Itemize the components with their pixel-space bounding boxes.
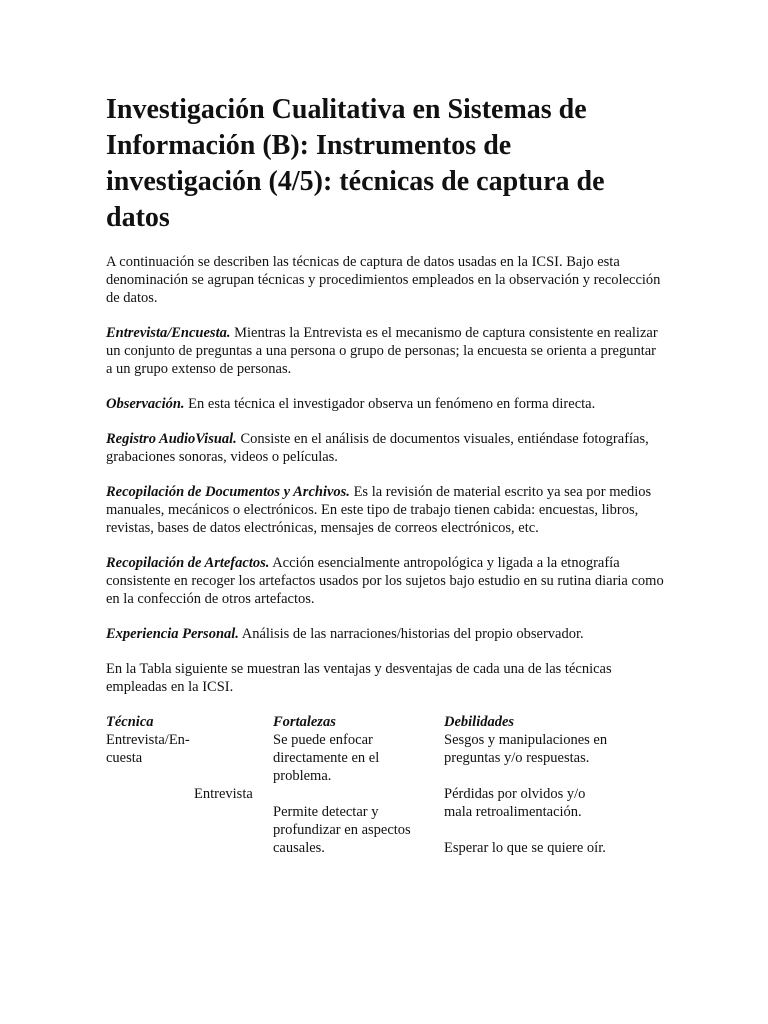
section-term: Observación.: [106, 396, 185, 412]
techniques-table: [106, 713, 666, 863]
table-header-technique: Técnica: [106, 714, 154, 730]
section-term: Experiencia Personal.: [106, 626, 239, 642]
sub-technique-cell: Entrevista: [194, 786, 253, 802]
section-recopilacion-documentos: [106, 483, 666, 537]
section-text: Mientras la Entrevista es el mecanismo de captura consistente en realizar un conjunto de preguntas a una persona o grupo de personas; la encuesta se orienta a preguntar a un grupo extenso de personas.: [106, 325, 658, 377]
section-term: Recopilación de Artefactos.: [106, 555, 270, 571]
intro-paragraph: A continuación se describen las técnicas de captura de datos usadas en la ICSI. Bajo esta denominación se agrupan técnicas y procedimientos empleados en la observación y recolección de datos.: [106, 254, 661, 306]
section-observacion: [106, 395, 666, 413]
weakness-cell: Esperar lo que se quiere oír.: [444, 840, 606, 856]
section-text: Análisis de las narraciones/historias del propio observador.: [238, 626, 584, 642]
table-intro-paragraph: En la Tabla siguiente se muestran las ventajas y desventajas de cada una de las técnicas empleadas en la ICSI.: [106, 661, 612, 695]
table-header-strengths: Fortalezas: [273, 714, 336, 730]
technique-cell: Entrevista/En-cuesta: [106, 732, 190, 766]
strength-cell: Se puede enfocar directamente en el problema.: [273, 732, 380, 784]
table-header-weaknesses: Debilidades: [444, 714, 515, 730]
weakness-cell: Pérdidas por olvidos y/o mala retroalimentación.: [444, 786, 586, 820]
technique-column: [106, 713, 256, 802]
strengths-column: [273, 713, 433, 857]
section-term: Entrevista/Encuesta.: [106, 325, 231, 341]
strength-cell: Permite detectar y profundizar en aspectos causales.: [273, 804, 411, 856]
section-experiencia-personal: [106, 625, 666, 643]
section-text: Es la revisión de material escrito ya sea por medios manuales, mecánicos o electrónicos. En este tipo de trabajo tienen cabida: encuestas, libros, revistas, bases de datos electrónicas, mensajes de correos electrónicos, etc.: [106, 484, 652, 536]
section-recopilacion-artefactos: [106, 554, 666, 608]
section-term: Recopilación de Documentos y Archivos.: [106, 484, 350, 500]
weaknesses-column: [444, 713, 634, 857]
section-entrevista-encuesta: [106, 324, 666, 378]
weakness-cell: Sesgos y manipulaciones en preguntas y/o respuestas.: [444, 732, 608, 766]
section-text: Acción esencialmente antropológica y ligada a la etnografía consistente en recoger los artefactos usados por los sujetos bajo estudio en su rutina diaria como en la confección de otros artefactos.: [106, 555, 664, 607]
document-title: Investigación Cualitativa en Sistemas de Información (B): Instrumentos de investigación (4/5): técnicas de captura de datos: [106, 94, 605, 233]
section-registro-audiovisual: [106, 430, 666, 466]
section-text: Consiste en el análisis de documentos visuales, entiéndase fotografías, grabaciones sonoras, videos o películas.: [106, 431, 649, 465]
document-page: [106, 92, 666, 863]
section-text: En esta técnica el investigador observa un fenómeno en forma directa.: [184, 396, 596, 412]
section-term: Registro AudioVisual.: [106, 431, 237, 447]
